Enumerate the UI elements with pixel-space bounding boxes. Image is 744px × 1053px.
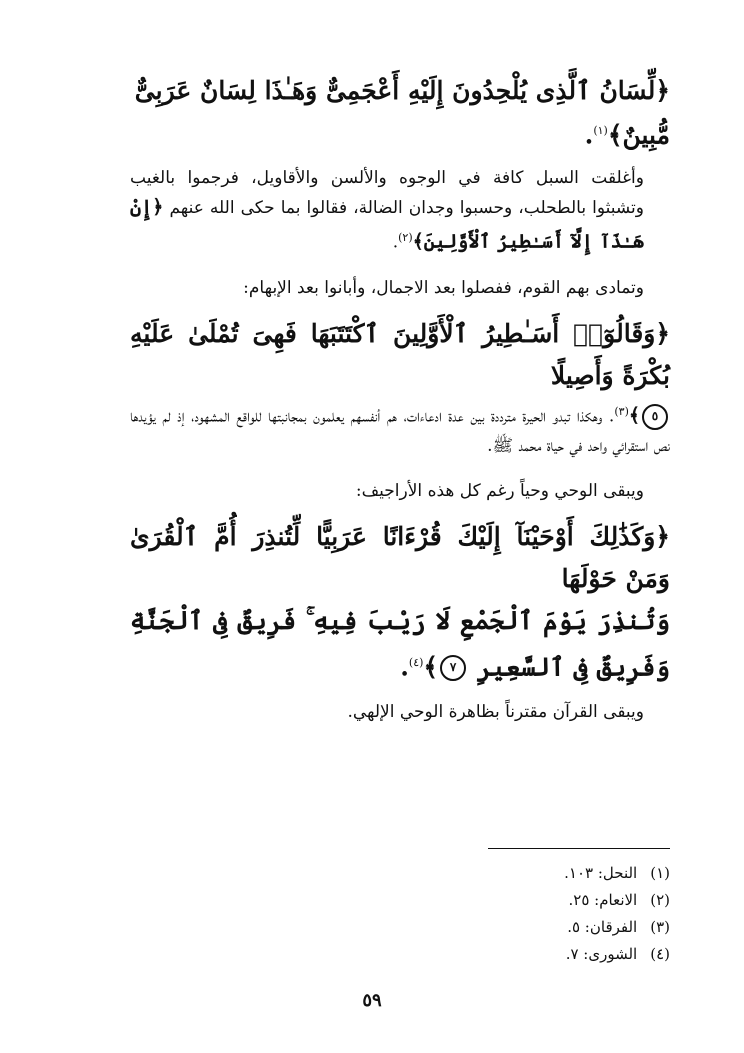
paragraph-3 (130, 397, 670, 461)
footnote-text: الفرقان: ٥. (567, 918, 638, 936)
verse-3-close: ﴾ (423, 651, 439, 681)
verse-2-close: ﴾ (628, 404, 640, 427)
footnote-ref-4: (٤) (408, 655, 424, 669)
footnote-number: (٢) (650, 891, 670, 909)
footnote-number: (١) (650, 864, 670, 882)
footnote-2 (470, 887, 670, 914)
ayah-number-marker: ٧ (440, 655, 466, 681)
page-body (130, 70, 670, 727)
footnote-separator (488, 848, 670, 849)
footnote-ref-2: (٢) (398, 231, 413, 245)
footnote-1 (470, 860, 670, 887)
quran-verse-3 (130, 516, 670, 600)
quran-verse-2 (130, 313, 670, 397)
verse-2-line-1: ﴿وَقَالُوٓا۟ أَسَـٰطِيرُ ٱلْأَوَّلِينَ ٱكْتَتَبَهَا فَهِىَ تُمْلَىٰ عَلَيْهِ بُكْرَةً وَأَصِيلًا (130, 318, 670, 390)
paragraph-3-text: . وهكذا تبدو الحيرة مترددة بين عدة ادعاءات، هم أنفسهم يعلمون بمجانبتها للواقع المشهود، إذ لم يؤيدها نص استقرائي واحد في حياة محمد ﷺ. (130, 406, 670, 456)
inline-quran-quote-1: ﴿إِنْ هَـٰذَآ إِلَّآ أَسَـٰطِيرُ ٱلْأَوَّلِينَ﴾ (130, 196, 644, 253)
verse-3-line-1: ﴿وَكَذَٰلِكَ أَوْحَيْنَآ إِلَيْكَ قُرْءَانًا عَرَبِيًّا لِّتُنذِرَ أُمَّ ٱلْقُرَىٰ وَمَنْ حَوْلَهَا (130, 521, 670, 593)
footnotes (470, 860, 670, 968)
verse-3-line-2: وَتُنذِرَ يَوْمَ ٱلْجَمْعِ لَا رَيْبَ فِيهِ ۚ فَرِيقٌ فِى ٱلْجَنَّةِ وَفَرِيقٌ فِى ٱلسَّعِيرِ (130, 605, 670, 681)
verse-1-line-1: ﴿لِّسَانُ ٱلَّذِى يُلْحِدُونَ إِلَيْهِ أَعْجَمِىٌّ وَهَـٰذَا لِسَانٌ عَرَبِىٌّ (134, 76, 670, 105)
verse-1-line-2: مُّبِينٌ﴾ (607, 120, 670, 150)
footnote-4 (470, 941, 670, 968)
paragraph-1-text: وأغلقت السبل كافة في الوجوه والألسن والأقاويل، فرجموا بالغيب وتشبثوا بالطحلب، وحسبوا وجدان الضالة، فقالوا بما حكى الله عنهم (130, 168, 644, 219)
quran-verse-3-end: وَتُنذِرَ يَوْمَ ٱلْجَمْعِ لَا رَيْبَ فِيهِ ۚ فَرِيقٌ فِى ٱلْجَنَّةِ وَفَرِيقٌ فِى ٱلسَّعِيرِ ٧﴾$^{(٤)}$. (130, 605, 670, 681)
footnote-3 (470, 914, 670, 941)
ayah-number-marker: ٥ (642, 404, 668, 430)
footnote-ref-3: (٣) (614, 404, 629, 418)
footnote-text: الشورى: ٧. (565, 945, 638, 963)
paragraph-1: وأغلقت السبل كافة في الوجوه والألسن والأقاويل، فرجموا بالغيب وتشبثوا بالطحلب، وحسبوا وجدان الضالة، فقالوا بما حكى الله عنهم ﴿إِنْ هَـٰذَآ إِلَّآ أَسَـٰطِيرُ ٱلْأَوَّلِينَ﴾$^{(٢)}$. (130, 168, 644, 253)
footnote-number: (٣) (650, 918, 670, 936)
footnote-text: النحل: ١٠٣. (564, 864, 638, 882)
quran-verse-1-end: مُّبِينٌ﴾$^{(١)}$. (584, 120, 670, 150)
footnote-text: الانعام: ٢٥. (568, 891, 638, 909)
paragraph-4: ويبقى الوحي وحياً رغم كل هذه الأراجيف: (355, 480, 644, 501)
quran-verse-1 (130, 70, 670, 112)
paragraph-2: وتمادى بهم القوم، ففصلوا بعد الاجمال، وأبانوا بعد الإبهام: (243, 277, 644, 298)
page-number: ٥٩ (362, 990, 382, 1011)
paragraph-5: ويبقى القرآن مقترناً بظاهرة الوحي الإلهي. (347, 701, 644, 722)
footnote-number: (٤) (650, 945, 670, 963)
footnote-ref-1: (١) (593, 124, 608, 137)
